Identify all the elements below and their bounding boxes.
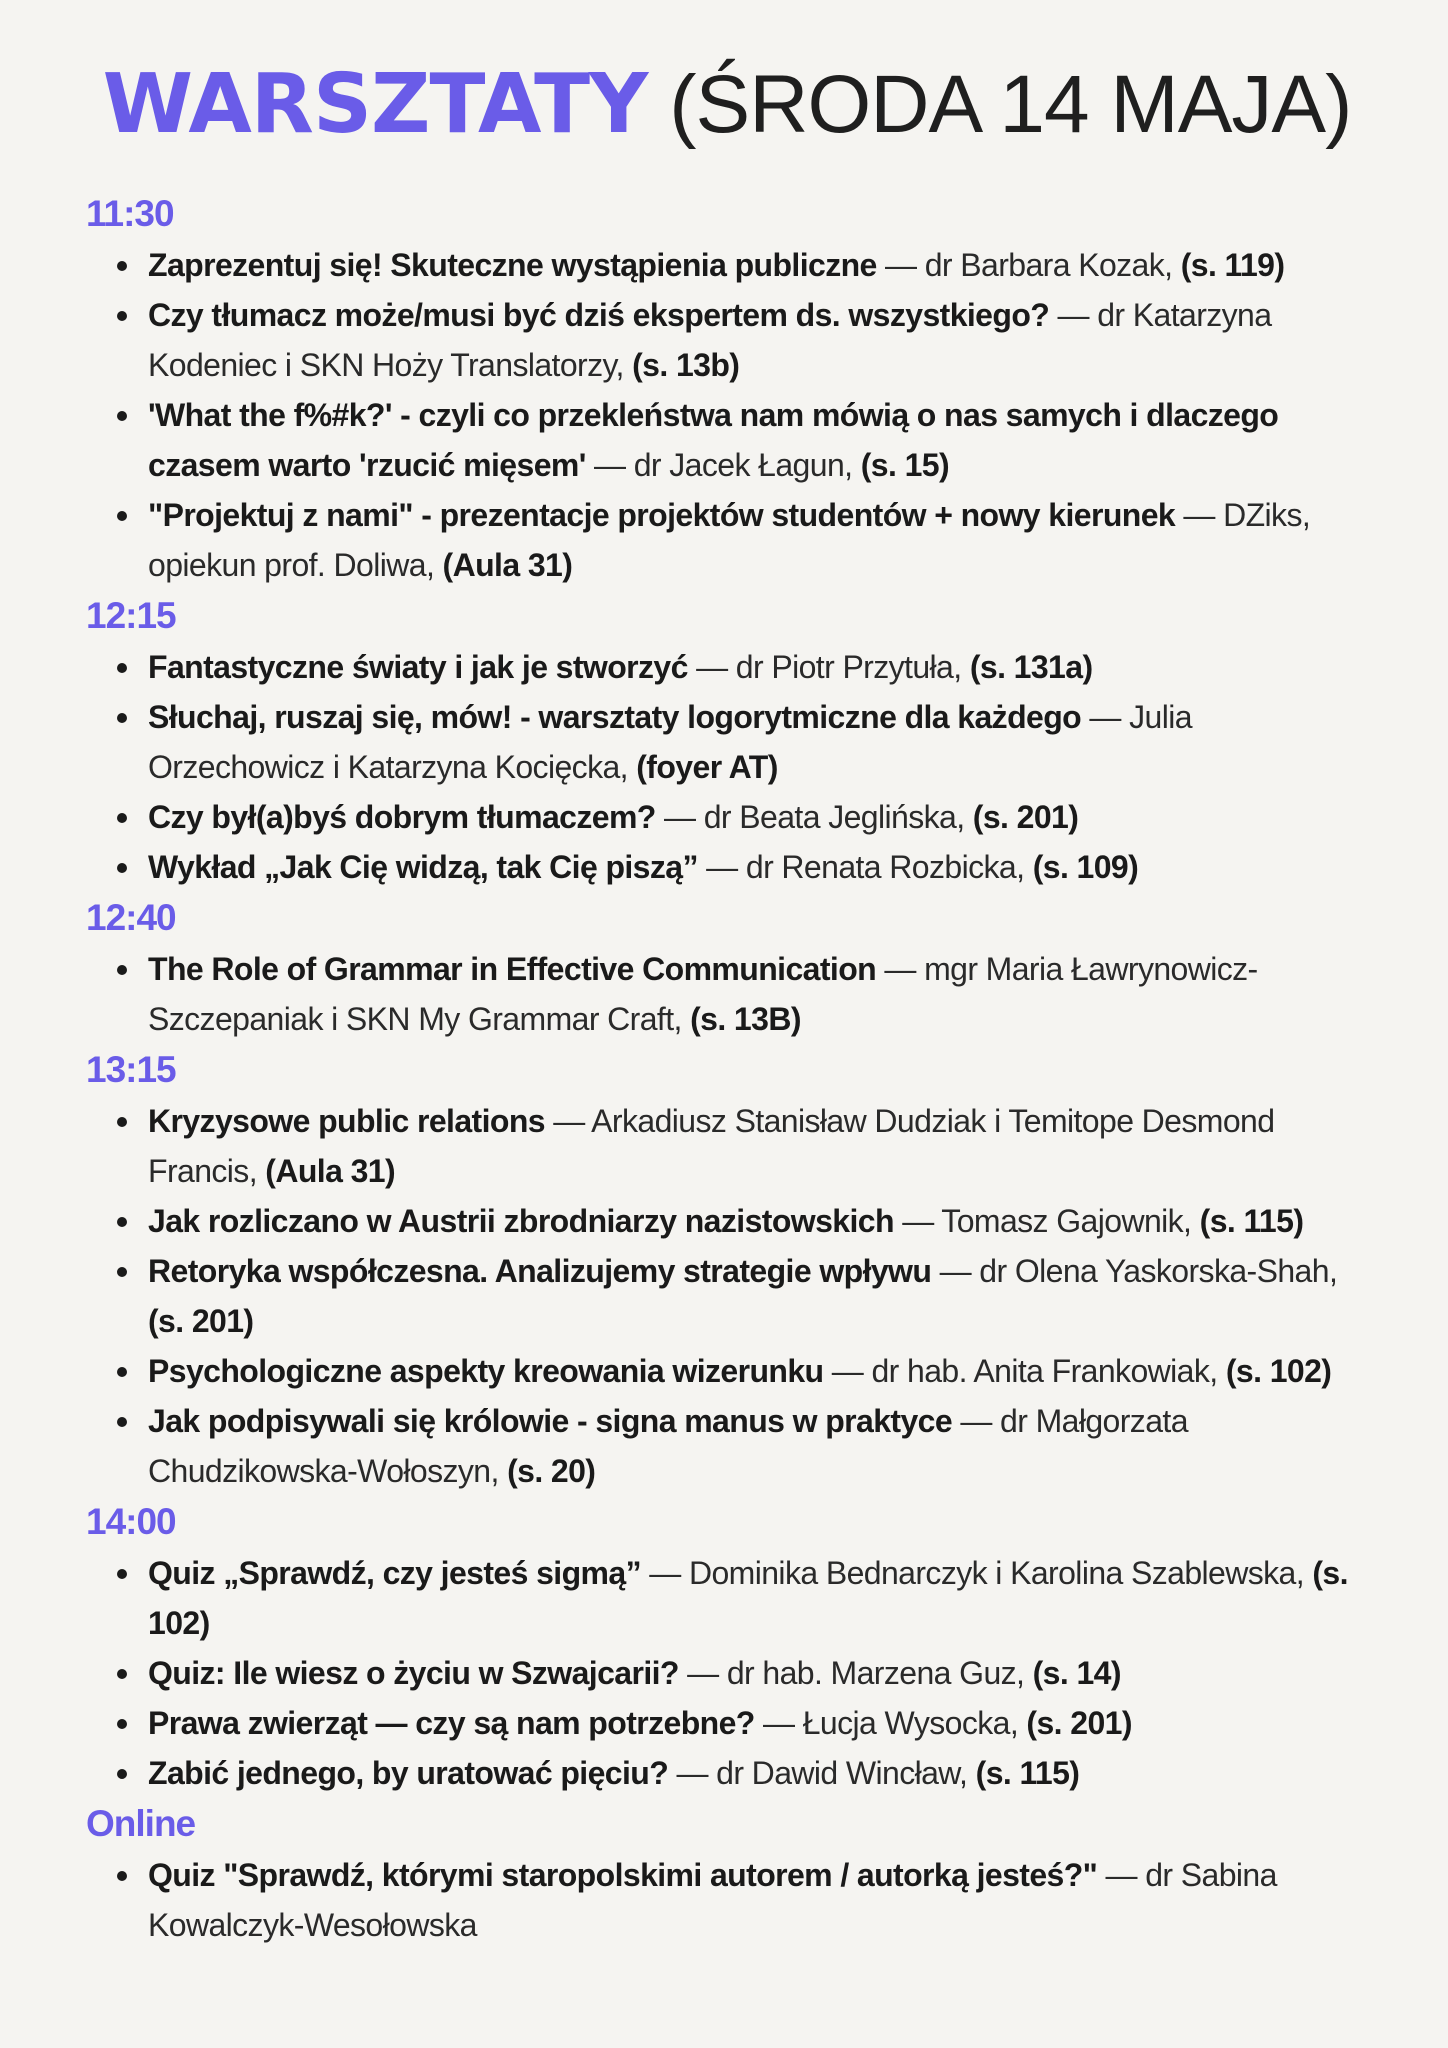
workshop-room: (foyer AT): [636, 749, 778, 785]
workshop-room: (s. 102): [148, 1555, 1348, 1641]
workshop-presenter: — Dominika Bednarczyk i Karolina Szablewska,: [640, 1555, 1313, 1591]
workshop-presenter: — Tomasz Gajownik,: [893, 1203, 1200, 1239]
workshop-room: (s. 102): [1225, 1353, 1332, 1389]
workshop-title: 'What the f%#k?' - czyli co przekleństwa nam mówią o nas samych i dlaczego czasem warto 'rzucić mięsem': [148, 397, 1279, 483]
workshop-item: [86, 1096, 1368, 1196]
page-title: [86, 57, 1368, 152]
workshop-room: (s. 13b): [632, 347, 740, 383]
workshop-item: [86, 792, 1368, 842]
workshop-room: (s. 201): [972, 799, 1079, 835]
title-highlight: WARSZTATY: [102, 57, 648, 152]
workshop-title: "Projektuj z nami" - prezentacje projektów studentów + nowy kierunek: [148, 497, 1176, 533]
workshop-title: Zabić jednego, by uratować pięciu?: [148, 1755, 669, 1791]
workshop-room: (s. 119): [1180, 247, 1285, 283]
workshop-list: [86, 1548, 1368, 1798]
time-slot-section: [86, 1046, 1368, 1496]
workshop-presenter: — dr Beata Jeglińska,: [655, 799, 973, 835]
time-slot-heading: Online: [86, 1803, 196, 1844]
workshop-room: (s. 13B): [690, 1001, 801, 1037]
workshop-item: [86, 1748, 1368, 1798]
time-slot-section: [86, 592, 1368, 892]
workshop-room: (s. 115): [975, 1755, 1080, 1791]
time-slot-heading: 11:30: [86, 193, 174, 234]
workshop-title: Słuchaj, ruszaj się, mów! - warsztaty logorytmiczne dla każdego: [148, 699, 1082, 735]
workshop-presenter: — dr Piotr Przytuła,: [687, 649, 970, 685]
workshop-room: (s. 131a): [969, 649, 1093, 685]
workshop-list: [86, 1096, 1368, 1496]
time-slot-section: [86, 894, 1368, 1044]
workshop-presenter: — dr Jacek Łagun,: [585, 447, 861, 483]
workshop-presenter: — dr Małgorzata Chudzikowska-Wołoszyn,: [148, 1403, 1188, 1489]
workshop-title: Fantastyczne światy i jak je stworzyć: [148, 649, 688, 685]
workshop-room: (s. 201): [148, 1303, 254, 1339]
workshop-presenter: — dr Barbara Kozak,: [876, 247, 1181, 283]
workshop-item: [86, 290, 1368, 390]
workshop-item: [86, 1548, 1368, 1648]
title-date: (ŚRODA 14 MAJA): [647, 59, 1352, 150]
workshop-item: [86, 944, 1368, 1044]
workshop-item: [86, 692, 1368, 792]
workshop-title: Zaprezentuj się! Skuteczne wystąpienia publiczne: [148, 247, 877, 283]
workshop-title: Quiz: Ile wiesz o życiu w Szwajcarii?: [148, 1655, 679, 1691]
workshop-room: (Aula 31): [442, 547, 573, 583]
workshop-presenter: — dr Sabina Kowalczyk-Wesołowska: [148, 1857, 1277, 1943]
workshop-presenter: — Arkadiusz Stanisław Dudziak i Temitope Desmond Francis,: [148, 1103, 1275, 1189]
workshop-room: (s. 15): [860, 447, 950, 483]
workshop-item: [86, 842, 1368, 892]
time-slot-heading: 12:40: [86, 897, 176, 938]
workshop-presenter: — Julia Orzechowicz i Katarzyna Kocięcka,: [148, 699, 1192, 785]
workshop-item: [86, 1850, 1368, 1950]
workshop-room: (s. 14): [1032, 1655, 1121, 1691]
workshop-item: [86, 390, 1368, 490]
workshop-item: [86, 490, 1368, 590]
workshop-list: [86, 944, 1368, 1044]
workshop-item: [86, 1346, 1368, 1396]
workshop-item: [86, 642, 1368, 692]
workshop-list: [86, 642, 1368, 892]
workshop-title: Kryzysowe public relations: [148, 1103, 545, 1139]
time-slot-section: [86, 1498, 1368, 1798]
workshop-room: (s. 201): [1026, 1705, 1132, 1741]
workshop-presenter: — dr Renata Rozbicka,: [697, 849, 1033, 885]
workshop-item: [86, 1196, 1368, 1246]
workshop-title: Psychologiczne aspekty kreowania wizerunku: [148, 1353, 824, 1389]
time-slot-section: [86, 190, 1368, 590]
workshop-title: Quiz "Sprawdź, którymi staropolskimi autorem / autorką jesteś?": [148, 1857, 1098, 1893]
time-slot-heading: 14:00: [86, 1501, 176, 1542]
workshop-list: [86, 1850, 1368, 1950]
workshop-item: [86, 1698, 1368, 1748]
workshop-title: Jak rozliczano w Austrii zbrodniarzy nazistowskich: [148, 1203, 894, 1239]
workshop-title: Czy tłumacz może/musi być dziś ekspertem ds. wszystkiego?: [148, 297, 1050, 333]
time-slot-heading: 13:15: [86, 1049, 176, 1090]
workshop-title: Quiz „Sprawdź, czy jesteś sigmą”: [148, 1555, 641, 1591]
workshop-list: [86, 240, 1368, 590]
workshop-presenter: — DZiks, opiekun prof. Doliwa,: [148, 497, 1311, 583]
schedule: [86, 190, 1368, 1950]
workshop-presenter: — dr hab. Anita Frankowiak,: [823, 1353, 1226, 1389]
workshop-presenter: — dr hab. Marzena Guz,: [678, 1655, 1033, 1691]
workshop-title: Retoryka współczesna. Analizujemy strategie wpływu: [148, 1253, 932, 1289]
workshop-title: Jak podpisywali się królowie - signa manus w praktyce: [148, 1403, 953, 1439]
workshop-title: Prawa zwierząt — czy są nam potrzebne?: [148, 1705, 755, 1741]
time-slot-heading: 12:15: [86, 595, 176, 636]
workshop-presenter: — mgr Maria Ławrynowicz-Szczepaniak i SKN My Grammar Craft,: [148, 951, 1258, 1037]
workshop-item: [86, 240, 1368, 290]
workshop-presenter: — dr Olena Yaskorska-Shah,: [931, 1253, 1338, 1289]
workshop-room: (s. 109): [1032, 849, 1139, 885]
workshop-room: (s. 115): [1199, 1203, 1304, 1239]
workshop-room: (Aula 31): [265, 1153, 396, 1189]
workshop-presenter: — Łucja Wysocka,: [754, 1705, 1027, 1741]
workshop-room: (s. 20): [507, 1453, 596, 1489]
workshop-presenter: — dr Dawid Wincław,: [668, 1755, 976, 1791]
workshop-title: Wykład „Jak Cię widzą, tak Cię piszą”: [148, 849, 698, 885]
workshop-item: [86, 1396, 1368, 1496]
time-slot-section: [86, 1800, 1368, 1950]
workshop-title: Czy był(a)byś dobrym tłumaczem?: [148, 799, 656, 835]
workshop-item: [86, 1246, 1368, 1346]
workshop-presenter: — dr Katarzyna Kodeniec i SKN Hoży Translatorzy,: [148, 297, 1272, 383]
workshop-item: [86, 1648, 1368, 1698]
workshop-title: The Role of Grammar in Effective Communication: [148, 951, 877, 987]
